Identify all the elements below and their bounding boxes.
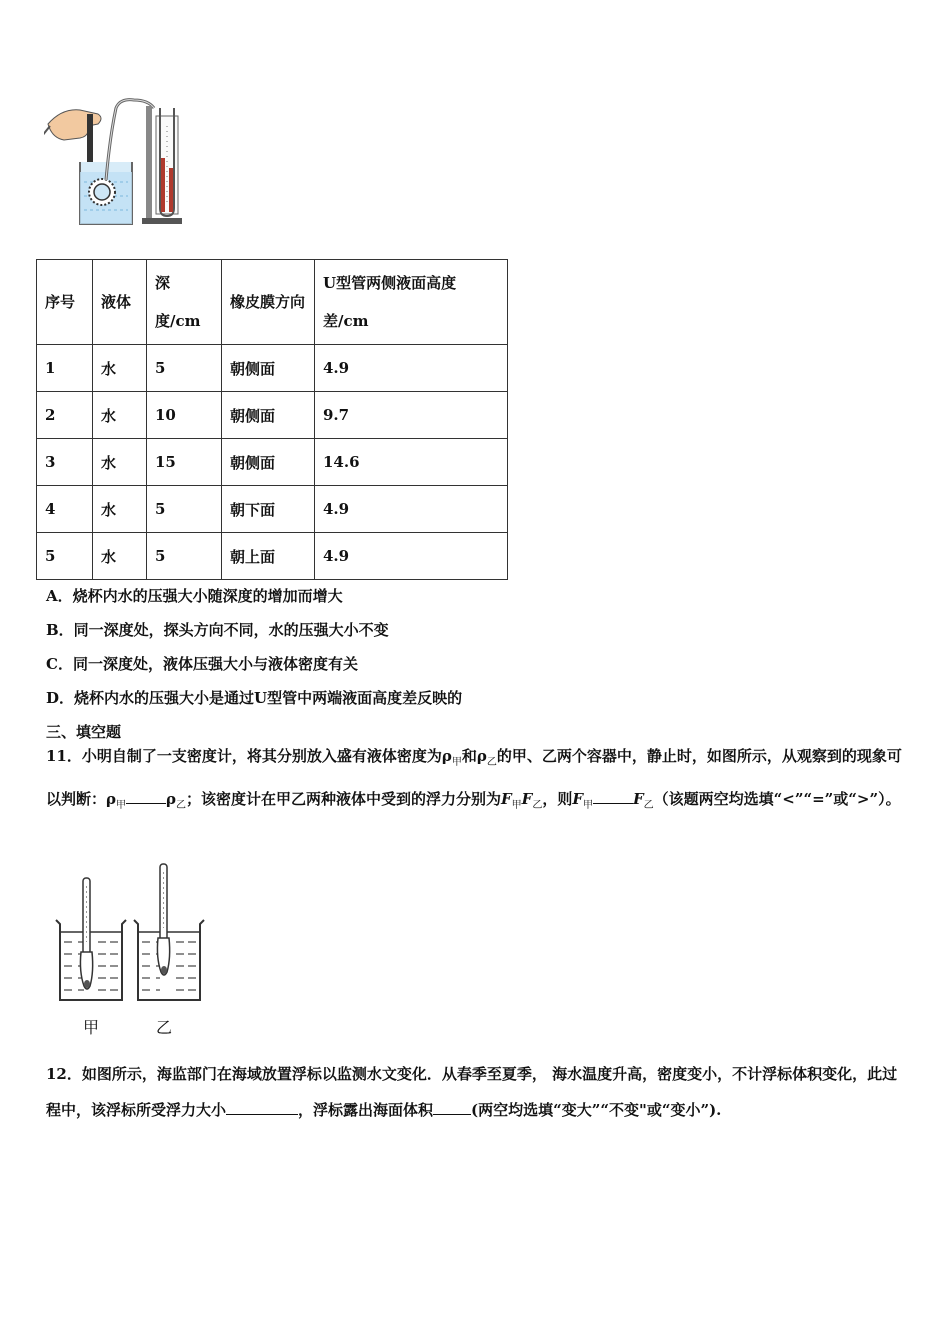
table-cell: 9.7 xyxy=(315,392,508,439)
answer-blank[interactable] xyxy=(226,1100,298,1115)
rho-symbol: ρ xyxy=(441,747,452,765)
option-d: D．烧杯内水的压强大小是通过U型管中两端液面高度差反映的 xyxy=(46,689,463,707)
subscript-yi: 乙 xyxy=(175,800,186,811)
table-row xyxy=(37,486,508,533)
table-cell: 2 xyxy=(37,392,93,439)
q12-text: ，浮标露出海面体积 xyxy=(298,1101,434,1119)
table-cell: 水 xyxy=(93,486,147,533)
rho-symbol: ρ xyxy=(106,790,116,808)
figure-label-jia: 甲 xyxy=(83,1018,100,1037)
table-cell: 水 xyxy=(93,392,147,439)
q12-text: (两空均选填“变大”“不变"或“变小”). xyxy=(471,1101,722,1119)
table-cell: 10 xyxy=(147,392,222,439)
table-header-row xyxy=(37,260,508,345)
answer-blank[interactable] xyxy=(593,789,633,804)
force-symbol: F xyxy=(501,790,512,808)
subscript-jia: 甲 xyxy=(451,757,462,768)
table-cell: 5 xyxy=(147,345,222,392)
q11-text: 11．小明自制了一支密度计，将其分别放入盛有液体密度为 xyxy=(46,747,442,765)
table-cell: 朝上面 xyxy=(222,533,315,580)
table-cell: 5 xyxy=(37,533,93,580)
subscript-yi: 乙 xyxy=(643,800,654,811)
table-row xyxy=(37,533,508,580)
option-b: B．同一深度处，探头方向不同，水的压强大小不变 xyxy=(46,621,389,639)
table-row xyxy=(37,345,508,392)
table-cell: 5 xyxy=(147,486,222,533)
header-direction: 橡皮膜方向 xyxy=(222,260,315,345)
subscript-yi: 乙 xyxy=(486,757,497,768)
question-12 xyxy=(46,1056,908,1128)
question-11 xyxy=(46,738,908,824)
table-cell: 朝侧面 xyxy=(222,345,315,392)
pressure-apparatus-figure xyxy=(44,96,194,231)
rho-symbol: ρ xyxy=(476,747,487,765)
subscript-jia: 甲 xyxy=(511,800,522,811)
hydrometer-figure xyxy=(50,862,210,1007)
q11-text: 的甲、乙两个容器中，静止时，如图所示，从观察到的现象可以判断： xyxy=(46,747,902,808)
table-cell: 朝下面 xyxy=(222,486,315,533)
force-symbol: F xyxy=(521,790,533,808)
header-height-diff: U型管两侧液面高度差/cm xyxy=(315,260,508,345)
q11-text: 和 xyxy=(461,747,477,765)
table-cell: 水 xyxy=(93,345,147,392)
table-cell: 4.9 xyxy=(315,345,508,392)
subscript-jia: 甲 xyxy=(582,800,593,811)
q11-text: ，则 xyxy=(542,790,573,808)
table-cell: 水 xyxy=(93,439,147,486)
answer-blank[interactable] xyxy=(126,789,166,804)
table-cell: 1 xyxy=(37,345,93,392)
answer-blank[interactable] xyxy=(433,1100,471,1115)
option-a: A．烧杯内水的压强大小随深度的增加而增大 xyxy=(46,587,343,605)
table-cell: 朝侧面 xyxy=(222,392,315,439)
q11-text: ；该密度计在甲乙两种液体中受到的浮力分别为 xyxy=(185,790,501,808)
force-symbol: F xyxy=(572,790,583,808)
table-cell: 4.9 xyxy=(315,533,508,580)
section-title: 三、填空题 xyxy=(46,723,122,741)
experiment-table xyxy=(36,259,508,580)
subscript-jia: 甲 xyxy=(116,800,126,811)
table-row xyxy=(37,439,508,486)
table-cell: 水 xyxy=(93,533,147,580)
header-index: 序号 xyxy=(37,260,93,345)
subscript-yi: 乙 xyxy=(532,800,543,811)
table-cell: 4 xyxy=(37,486,93,533)
table-cell: 3 xyxy=(37,439,93,486)
header-liquid: 液体 xyxy=(93,260,147,345)
table-cell: 15 xyxy=(147,439,222,486)
rho-symbol: ρ xyxy=(166,790,176,808)
q12-text: 12．如图所示，海监部门在海域放置浮标以监测水文变化．从春季至夏季， 海水温度升高，密度变小，不计浮标体积变化，此过程中，该浮标所受浮力大小 xyxy=(46,1065,898,1119)
q11-text: （该题两空均选填“<”“=”或“>”）。 xyxy=(653,790,901,808)
force-symbol: F xyxy=(632,790,644,808)
table-cell: 4.9 xyxy=(315,486,508,533)
table-cell: 朝侧面 xyxy=(222,439,315,486)
table-row xyxy=(37,392,508,439)
figure-label-yi: 乙 xyxy=(156,1018,173,1037)
table-cell: 14.6 xyxy=(315,439,508,486)
header-depth: 深度/cm xyxy=(147,260,222,345)
table-cell: 5 xyxy=(147,533,222,580)
option-c: C．同一深度处，液体压强大小与液体密度有关 xyxy=(46,655,358,673)
